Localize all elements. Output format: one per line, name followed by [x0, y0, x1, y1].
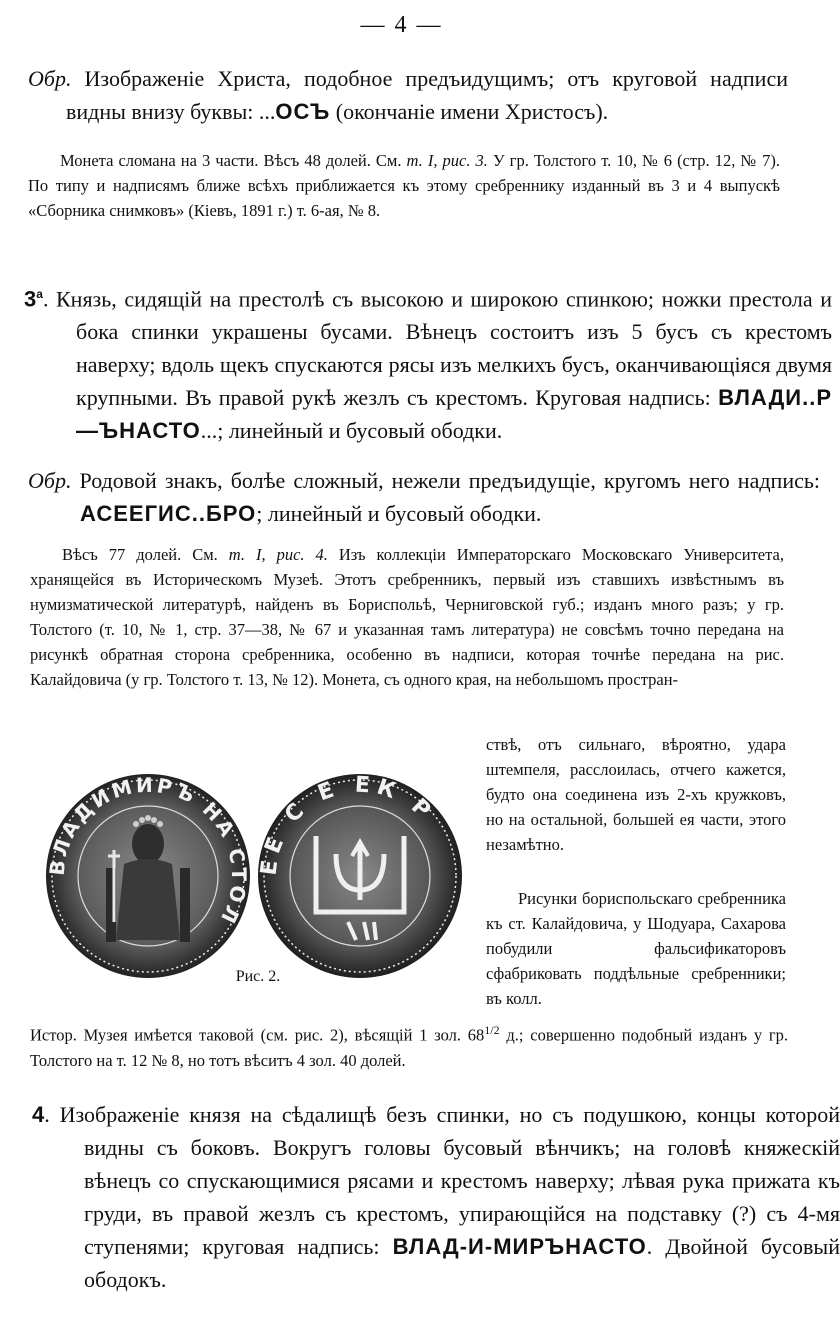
coin-figure: [44, 772, 472, 992]
item-description-end: . Двойной бусовый ободокъ.: [84, 1234, 840, 1292]
note-text: Монета сломана на 3 части. Вѣсъ 48 долей. См.: [60, 151, 407, 170]
obverse-label: Обр.: [28, 66, 72, 91]
footnote-continuation: [30, 1018, 788, 1073]
coin-obverse-drawing: [44, 772, 252, 980]
note-text-end: У гр. Толстого т. 10, № 6 (стр. 12, № 7). По типу и надписямъ ближе всѣхъ приближается къ этому сребреннику изданный въ 3 и 4 выпускѣ «Сборника снимковъ» (Кiевъ, 1891 г.) т. 6-ая, № 8.: [28, 151, 780, 220]
page-number: — 4 —: [360, 12, 443, 38]
inscription-legend: ВЛАДИ..Р—ЪНАСТО: [76, 385, 832, 444]
figure-caption: Рис. 2.: [235, 968, 281, 985]
footnote-wrap-text: [486, 732, 786, 857]
note-text: Вѣсъ 77 долей. См.: [62, 545, 229, 564]
note-continuation-text: Истор. Музея имѣется таковой (см. рис. 2), вѣсящiй 1 зол. 68: [30, 1025, 485, 1045]
coin-obverse-legend: ВЛАДИМИРЪ НА СТОЛ: [44, 772, 252, 930]
footnote-paragraph: [30, 542, 784, 692]
note-wrap-text-2: Рисунки бориспольскаго сребренника къ ст. Калайдовича, у Шодуара, Сахарова побудили фальсификаторовъ сфабриковать поддѣльные сребренники; въ колл.: [486, 889, 786, 1008]
footnote-paragraph: [28, 148, 780, 223]
note-continuation-end: д.; совершенно подобный изданъ у гр. Толстого на т. 12 № 8, но тотъ вѣситъ 4 зол. 40 долей.: [30, 1025, 788, 1070]
catalog-item-4: [32, 1098, 840, 1296]
footnote-wrap-text-2: [486, 886, 786, 1011]
item-description: . Изображенiе князя на сѣдалищѣ безъ спинки, но съ подушкою, концы которой видны съ боковъ. Вокругъ головы бусовый вѣнчикъ; на головѣ княжескiй вѣнецъ со спускающимися рясами и крестомъ наверху; лѣвая рука прижата къ груди, въ правой жезлъ съ крестомъ, упирающiйся на подставку (?) съ 4-мя ступенями; круговая надпись:: [44, 1102, 840, 1259]
catalog-item-3: [24, 278, 832, 447]
note-wrap-text: ствѣ, отъ сильнаго, вѣроятно, удара штемпеля, расслоилась, отчего кажется, будто она соединена изъ 2-хъ кружковъ, но на остальной, большей ея части, этого незамѣтно.: [486, 735, 786, 854]
plate-reference: т. I, рис. 4.: [228, 545, 328, 564]
coin-reverse-legend: ЕЕ С Е ЕК Р: [256, 772, 440, 877]
coin-obverse-image: [44, 772, 252, 980]
coin-reverse-drawing: [256, 772, 464, 980]
item-description-end: ...; линейный и бусовый ободки.: [200, 418, 503, 444]
obverse-text-end: ; линейный и бусовый ободки.: [256, 501, 542, 526]
obverse-text-end: (окончанiе имени Христосъ).: [330, 99, 609, 124]
fraction: 1/2: [484, 1023, 500, 1037]
item-number-suffix: а: [36, 287, 43, 301]
note-text-body: Изъ коллекцiи Императорскаго Московскаго Университета, хранящейся въ Историческомъ Музеѣ. Этотъ сребренникъ, первый изъ ставшихъ извѣстнымъ въ нумизматической литературѣ, найденъ въ Бориспольѣ, Черниговской губ.; изданъ много разъ; у гр. Толстого (т. 10, № 1, стр. 37—38, № 67 и указанная тамъ литература) не совсѣмъ точно передана на рисункѣ обратная сторона сребренника, особенно въ надписи, которая точнѣе передана на рис. Калайдовича (у гр. Толстого т. 13, № 12). Монета, съ одного края, на небольшомъ простран-: [30, 545, 784, 689]
item-number: 4: [32, 1102, 45, 1127]
inscription-legend: ВЛАД-И-МИРЪНАСТО: [392, 1234, 647, 1259]
obverse-text: Родовой знакъ, болѣе сложный, нежели предъидущiе, кругомъ него надпись:: [71, 468, 820, 493]
obverse-description: [28, 62, 788, 128]
coin-reverse-image: [256, 772, 464, 980]
obverse-label: Обр.: [28, 468, 72, 493]
plate-reference: т. I, рис. 3.: [406, 151, 488, 170]
obverse-description: [28, 464, 820, 530]
obverse-text: Изображенiе Христа, подобное предъидущимъ; отъ круговой надписи видны внизу буквы: ...: [66, 66, 788, 124]
item-number: 3: [24, 286, 37, 312]
item-description: . Князь, сидящiй на престолѣ съ высокою и широкою спинкою; ножки престола и бока спинки украшены бусами. Вѣнецъ состоитъ изъ 5 бусъ съ крестомъ наверху; вдоль щекъ спускаются рясы изъ мелкихъ бусъ, оканчивающiяся двумя крупными. Въ правой рукѣ жезлъ съ крестомъ. Круговая надпись:: [42, 286, 832, 411]
inscription-legend: ОСЪ: [275, 99, 331, 124]
inscription-legend: АСЕЕГИС..БРО: [80, 501, 257, 526]
